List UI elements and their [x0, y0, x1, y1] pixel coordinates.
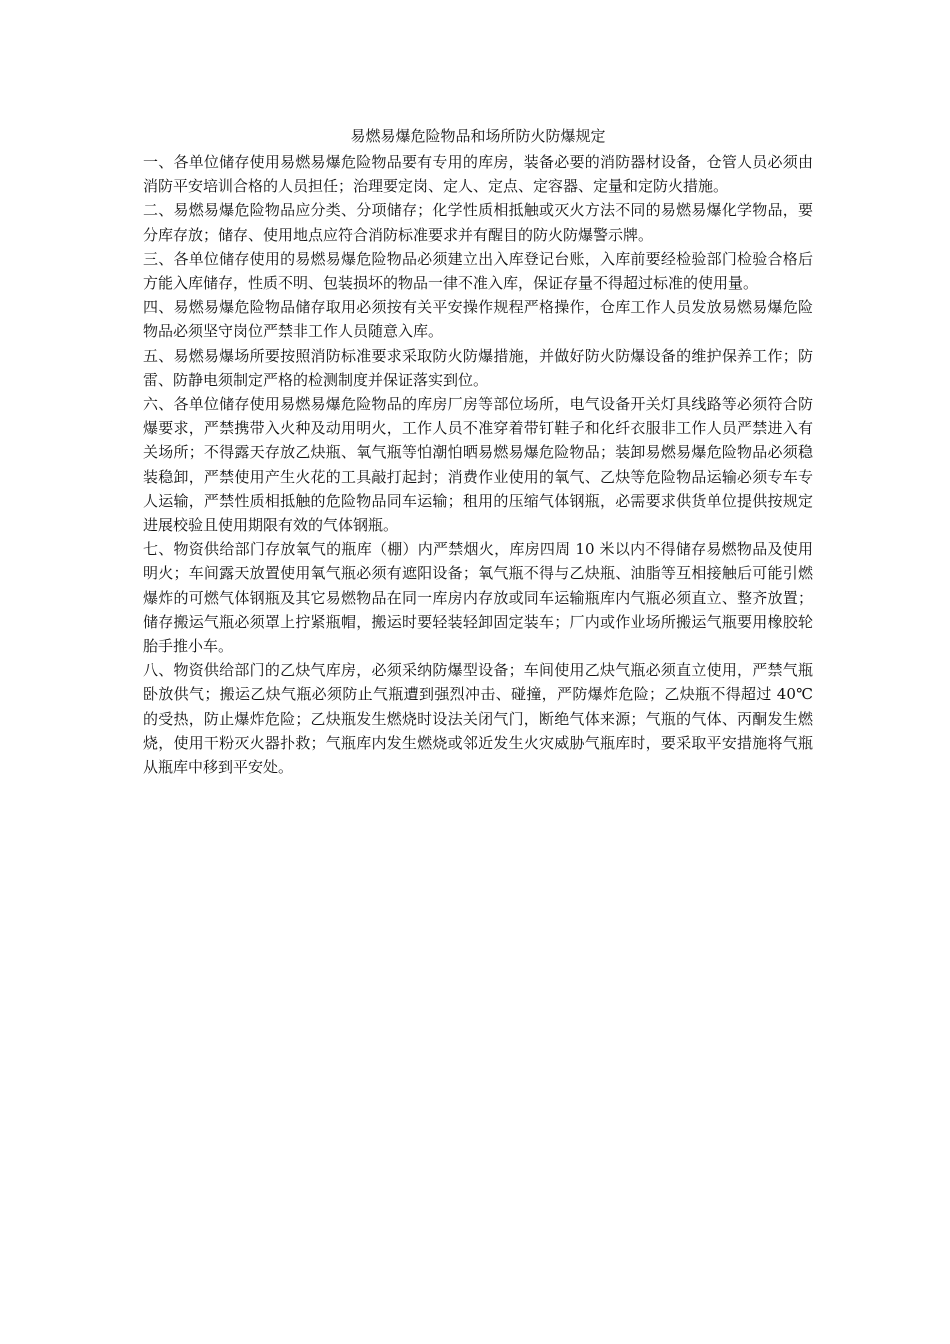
- paragraph-1: 一、各单位储存使用易燃易爆危险物品要有专用的库房，装备必要的消防器材设备，仓管人员必须由消防平安培训合格的人员担任；治理要定岗、定人、定点、定容器、定量和定防火措施。: [143, 153, 813, 196]
- paragraph-7: 七、物资供给部门存放氧气的瓶库（棚）内严禁烟火，库房四周 10 米以内不得储存易燃物品及使用明火；车间露天放置使用氧气瓶必须有遮阳设备；氧气瓶不得与乙炔瓶、油脂等互相接触后可能引燃爆炸的可燃气体钢瓶及其它易燃物品在同一库房内存放或同车运输瓶库内气瓶必须直立、整齐放置；储存搬运气瓶必须罩上拧紧瓶帽，搬运时要轻装轻卸固定装车；厂内或作业场所搬运气瓶要用橡胶轮胎手推小车。: [143, 540, 813, 656]
- paragraph-4: 四、易燃易爆危险物品储存取用必须按有关平安操作规程严格操作，仓库工作人员发放易燃易爆危险物品必须坚守岗位严禁非工作人员随意入库。: [143, 298, 813, 341]
- paragraph-6: 六、各单位储存使用易燃易爆危险物品的库房厂房等部位场所，电气设备开关灯具线路等必须符合防爆要求，严禁携带入火种及动用明火，工作人员不准穿着带钉鞋子和化纤衣服非工作人员严禁进入有关场所；不得露天存放乙炔瓶、氧气瓶等怕潮怕晒易燃易爆危险物品；装卸易燃易爆危险物品必须稳装稳卸，严禁使用产生火花的工具敲打起封；消费作业使用的氧气、乙炔等危险物品运输必须专车专人运输，严禁性质相抵触的危险物品同车运输；租用的压缩气体钢瓶，必需要求供货单位提供按规定进展校验且使用期限有效的气体钢瓶。: [143, 395, 813, 535]
- paragraph-2: 二、易燃易爆危险物品应分类、分项储存；化学性质相抵触或灭火方法不同的易燃易爆化学物品，要分库存放；储存、使用地点应符合消防标准要求并有醒目的防火防爆警示牌。: [143, 201, 813, 244]
- paragraph-5: 五、易燃易爆场所要按照消防标准要求采取防火防爆措施，并做好防火防爆设备的维护保养工作；防雷、防静电须制定严格的检测制度并保证落实到位。: [143, 346, 813, 389]
- document-title: 易燃易爆危险物品和场所防火防爆规定: [350, 127, 606, 145]
- paragraph-8: 八、物资供给部门的乙炔气库房，必须采纳防爆型设备；车间使用乙炔气瓶必须直立使用，严禁气瓶卧放供气；搬运乙炔气瓶必须防止气瓶遭到强烈冲击、碰撞，严防爆炸危险；乙炔瓶不得超过 40℃的受热，防止爆炸危险；乙炔瓶发生燃烧时设法关闭气门，断绝气体来源；气瓶的气体、丙酮发生燃烧，使用干粉灭火器扑救；气瓶库内发生燃烧或邻近发生火灾威胁气瓶库时，要采取平安措施将气瓶从瓶库中移到平安处。: [143, 661, 813, 777]
- document-page: [143, 124, 813, 779]
- paragraph-3: 三、各单位储存使用的易燃易爆危险物品必须建立出入库登记台账，入库前要经检验部门检验合格后方能入库储存，性质不明、包装损坏的物品一律不准入库，保证存量不得超过标准的使用量。: [143, 249, 813, 293]
